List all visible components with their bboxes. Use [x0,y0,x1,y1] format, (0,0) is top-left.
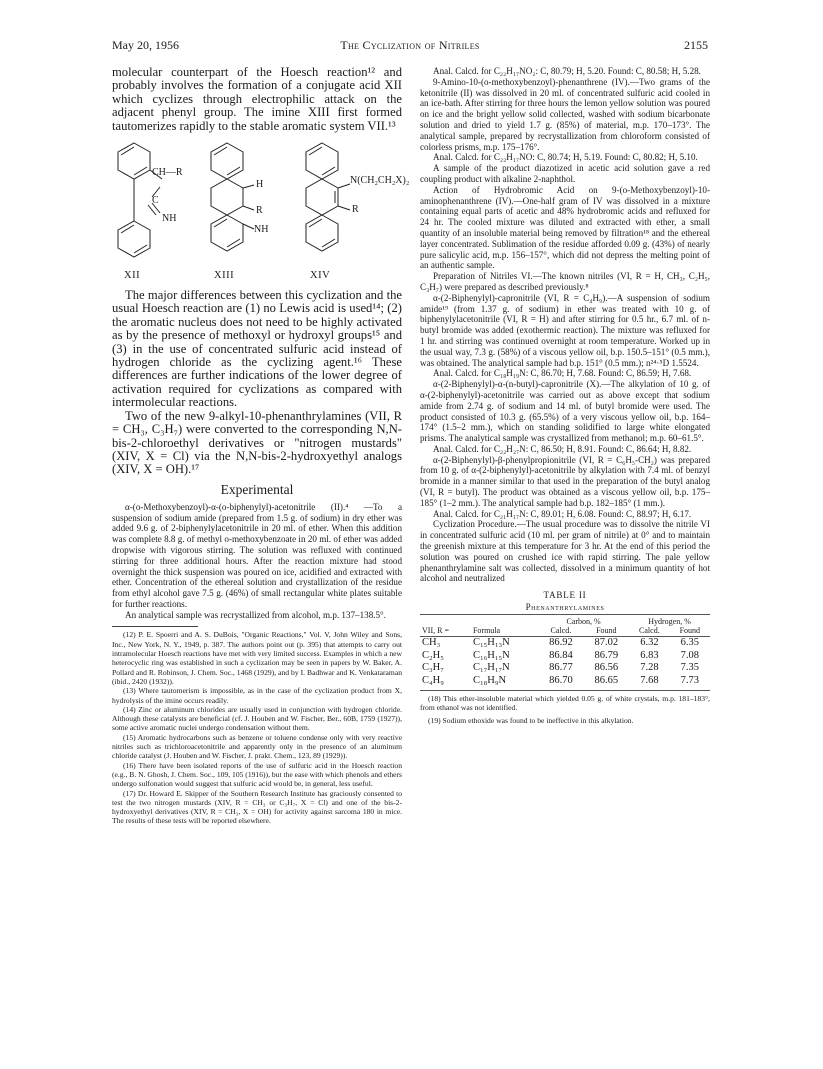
right-column [420,66,710,725]
experimental-paragraph-1: α-(o-Methoxybenzoyl)-α-(o-biphenylyl)-acetonitrile (II).⁴ —To a suspension of sodium amide (prepared from 1.5 g. of sodium) in dry ether was added 9.6 g. of 2-biphenylylacetonitrile in 20 ml. of ether. When this addition was complete 8.8 g. of methyl o-methoxybenzoate in 20 ml. of ether was added dropwise with vigorous stirring. The solution was refluxed with continued stirring for three additional hours. After the reaction mixture had stood overnight the thick suspension was poured on ice, acidified and extracted with ether. Concentration of the ethereal solution and crystallization of the residue from ethyl alcohol gave 7.5 g. (46%) of small rectangular white plates suitable for further reactions. [112,501,402,609]
xiii-h-label: H [256,179,264,191]
footnote: (12) P. E. Spoerri and A. S. DuBois, "Organic Reactions," Vol. V, John Wiley and Sons, Inc., New York, N. Y., 1949, p. 387. The authors point out (p. 395) that attempts to carry out intramolecular Hoesch reactions have met with very limited success. Examples in which a new heterocyclic ring was established in such a cyclization may be seen in papers by W. Baker, A. Pollard and R. Robinson, J. Chem. Soc., 1468 (1929), and by I. Badhwar and K. Venkataraman (ibid., 2420 (1932)). [112,630,402,686]
experimental-paragraph: α-(2-Biphenylyl)-capronitrile (VI, R = C₄H₉).—A suspension of sodium amide¹⁹ (from 1.37 g. of sodium) in ether was treated with 10 g. of biphenylylacetonitrile (VI, R = H) and after stirring for 0.5 hr., 6.7 ml. of n-butyl bromide was added (exothermic reaction). The mixture was refluxed for 1 hr. and stirring was continued overnight at room temperature. Worked up in the usual way, 7.3 g. (58%) of a viscous yellow oil, b.p. 150.5–151° (0.5 mm.), was obtained. The analytical sample had b.p. 151° (0.5 mm.); n²⁴·⁵D 1.5524. [420,292,710,368]
experimental-paragraph: Anal. Calcd. for C₂₁H₁₇N: C, 89.01; H, 6.08. Found: C, 88.97; H, 6.17. [433,508,692,519]
cell-hydrogen-calcd: 7.68 [629,675,670,690]
table-row [420,650,710,663]
cell-carbon-calcd: 86.84 [549,649,573,661]
caption-xiv: XIV [310,270,331,282]
table-caption: TABLE II [543,590,587,601]
footnote: (13) Where tautomerism is impossible, as in the case of the cyclization product from X, hydrolysis of the imine occurs readily. [112,686,402,705]
caption-xii: XII [124,270,141,282]
cell-carbon-calcd: 86.92 [549,637,573,649]
footnote-rule [112,626,198,627]
experimental-heading: Experimental [220,481,294,497]
xiii-r-label: R [256,205,263,217]
table-row [420,675,710,690]
cell-hydrogen-calcd: 7.28 [640,662,659,674]
experimental-paragraph: Anal. Calcd. for C₂₂H₁₇NO₂: C, 80.79; H, 5.20. Found: C, 80.58; H, 5.28. [433,66,701,76]
cell-hydrogen-found: 6.35 [680,637,700,649]
carbon-group-header: Carbon, % [538,615,629,627]
discussion-paragraph-2: Two of the new 9-alkyl-10-phenanthrylamines (VII, R = CH₃, C₃H₇) were converted to the corresponding N,N-bis-2-chloroethyl derivatives or "nitrogen mustards" (XIV, X = Cl) via the N,N-bis-2-hydroxyethyl analogs (XIV, X = OH).¹⁷ [112,408,402,477]
cell-formula: C₁₇H₁₇N [472,662,510,674]
experimental-paragraph: Action of Hydrobromic Acid on 9-(o-Methoxybenzoyl)-10-aminophenanthrene (IV).—One-half gram of IV was dissolved in a mixture containing equal parts of acetic and 48% hydrobromic acids and refluxed for 24 hr. The cooled mixture was diluted and extracted with ether, a small quantity of an insoluble material being removed by filtration¹⁸ and the ethereal layer concentrated. Sublimation of the residue afforded 0.09 g. (43%) of nearly pure salicylic acid, m.p. 156–157°, which did not depress the melting point of an authentic sample. [420,184,710,271]
phenanthrylamines-table [420,614,710,690]
footnote: (15) Aromatic hydrocarbons such as benzene or toluene condense only with very reactive nitriles such as trichloroacetonitrile and apparently only in the presence of an aluminum chloride catalyst (J. Houben and W. Fischer, J. prakt. Chem., 123, 89 (1929)). [112,732,402,761]
column-header-hydrogen-calcd: Calcd. [629,626,670,637]
footnote: (14) Zinc or aluminum chlorides are usually used in conjunction with hydrogen chloride. Although these catalysts are beneficial (cf. J. Houben and W. Fischer, Ber., 60B, 1759 (1927)), some active aromatic nuclei undergo condensation without them. [112,704,402,733]
header-title: The Cyclization of Nitriles [340,38,480,52]
cell-carbon-found: 86.79 [594,649,619,661]
cell-hydrogen-found: 7.73 [670,675,710,690]
experimental-paragraph: Anal. Calcd. for C₂₂H₁₇NO: C, 80.74; H, 5.19. Found: C, 80.82; H, 5.10. [433,152,698,163]
experimental-paragraph: Cyclization Procedure.—The usual procedure was to dissolve the nitrile VI in concentrated sulfuric acid (10 ml. per gram of nitrile) at 0° and to maintain the greenish mixture at this temperature for 3 hr. At the end of this period the solution was poured on crushed ice with rapid stirring. The pale yellow phenanthrylamine salt was collected, dissolved in a minimum quantity of hot alcohol and neutralized [420,519,710,584]
column-header-carbon-found: Found [584,626,629,637]
cell-hydrogen-calcd: 6.83 [640,649,659,661]
discussion-paragraph-1: The major differences between this cyclization and the usual Hoesch reaction are (1) no Lewis acid is used¹⁴; (2) the aromatic nucleus does not need to be highly activated as by the presence of methoxyl or hydroxyl groups¹⁵ and (3) in the use of concentrated sulfuric acid instead of hydrogen chloride as the cyclizing agent.¹⁶ These differences are further indications of the lower degree of activation required for cyclizations as compared with intermolecular reactions. [112,288,402,410]
xiv-r-label: R [352,204,359,216]
cell-carbon-found: 87.02 [594,637,619,649]
cell-formula: C₁₅H₁₃N [472,637,510,649]
column-header-vii: VII, R = [420,626,471,637]
cell-carbon-calcd: 86.70 [538,675,583,690]
header-page-number: 2155 [684,38,708,52]
cell-r: C₂H₅ [422,649,444,661]
experimental-paragraph: A sample of the product diazotized in acetic acid solution gave a red coupling product with alkaline 2-naphthol. [420,163,710,184]
footnote: (17) Dr. Howard E. Skipper of the Southern Research Institute has graciously consented to test the two nitrogen mustards (XIV, R = CH₃ or C₃H₇, X = Cl) and one of the bis-2-hydroxyethyl derivatives (XIV, R = CH₃, X = OH) for activity against sarcoma 180 in mice. The results of these tests will be reported elsewhere. [112,788,402,826]
experimental-paragraph: α-(2-Biphenylyl)-α-(n-butyl)-capronitrile (X).—The alkylation of 10 g. of α-(2-biphenylyl)-acetonitrile was carried out as above except that sodium amide from 2.74 g. of sodium and 14 ml. of butyl bromide were used. The product consisted of 10.3 g. (65.5%) of a very viscous yellow oil, b.p. 164–174° (1.5–2 mm.), which on standing solidified to large white elongated prisms. The analytical sample was crystallized from methanol; m.p. 60–61.5°. [420,379,710,444]
cell-hydrogen-found: 7.08 [680,649,700,661]
footnote: (19) Sodium ethoxide was found to be ineffective in this alkylation. [428,715,634,725]
cell-r: C₄H₉ [420,675,471,690]
table-row [420,637,710,650]
cell-carbon-found: 86.65 [584,675,629,690]
experimental-paragraph: Anal. Calcd. for C₁₈H₁₉N: C, 86.70; H, 7.68. Found: C, 86.59; H, 7.68. [433,368,692,379]
intro-paragraph: molecular counterpart of the Hoesch reaction¹² and probably involves the formation of a conjugate acid XII which cyclizes through electrophilic attack on the adjacent phenyl group. The imine XIII first formed tautomerizes rapidly to the stable aromatic system VII.¹³ [112,65,402,133]
cell-carbon-found: 86.56 [594,662,619,674]
xiii-nh-label: NH [254,224,269,236]
cell-formula: C₁₈H₉N [471,675,538,690]
table-row [420,662,710,675]
experimental-paragraph: Anal. Calcd. for C₂₂H₂₇N: C, 86.50; H, 8.91. Found: C, 86.64; H, 8.82. [433,443,692,454]
xii-c-label: C [152,195,159,207]
experimental-paragraph: Preparation of Nitriles VI.—The known nitriles (VI, R = H, CH₃, C₂H₅, C₃H₇) were prepared as described previously.⁸ [420,271,710,292]
cell-r: CH₃ [422,637,441,649]
left-column [112,65,410,826]
experimental-paragraph: 9-Amino-10-(o-methoxybenzoyl)-phenanthrene (IV).—Two grams of the ketonitrile (II) was dissolved in 20 ml. of concentrated sulfuric acid cooled in an ice-bath. After stirring for three hours the lemon yellow solution was poured on ice and the bright yellow solid collected, washed with sodium bicarbonate solution and dried to yield 1.7 g. (85%) of material, m.p. 170–173°. The analytical sample, prepared by recrystallization from chloroform consisted of colorless prisms, m.p. 175–176°. [420,76,710,152]
footnote: (18) This ether-insoluble material which yielded 0.05 g. of white crystals, m.p. 181–183°, from ethanol was not identified. [420,693,710,713]
column-header-formula: Formula [471,626,538,637]
cell-carbon-calcd: 86.77 [549,662,573,674]
xiv-n-label: N(CH₂CH₂X)₂ [350,175,410,187]
structure-figure [112,137,410,287]
cell-r: C₃H₇ [422,662,444,674]
hydrogen-group-header: Hydrogen, % [629,615,710,627]
header-date: May 20, 1956 [112,38,179,52]
column-header-hydrogen-found: Found [670,626,710,637]
table-subtitle: Phenanthrylamines [525,602,605,613]
experimental-paragraph-2: An analytical sample was recrystallized from alcohol, m.p. 137–138.5°. [125,609,386,620]
caption-xiii: XIII [214,270,235,282]
running-header [112,38,708,54]
cell-formula: C₁₆H₁₅N [472,649,510,661]
experimental-paragraph: α-(2-Biphenylyl)-β-phenylpropionitrile (VI, R = C₆H₅-CH₂) was prepared from 10 g. of α-(2-biphenylyl)-acetonitrile by alkylation with 7.4 ml. of benzyl bromide in a manner similar to that used in the preparation of the butyl analog (VI, R = butyl). The product was obtained as a viscous yellow oil, b.p. 175–185° (1–2 mm.). The analytical sample had b.p. 182–185° (1 mm.). [420,454,710,508]
cell-hydrogen-found: 7.35 [680,662,700,674]
footnote: (16) There have been isolated reports of the use of sulfuric acid in the Hoesch reaction (e.g., B. N. Ghosh, J. Chem. Soc., 109, 105 (1916)), but the ease with which phenols and ethers undergo sulfonation would suggest that sulfuric acid would be, in general, less useful. [112,760,402,789]
xii-ch-r-label: CH—R [152,167,183,179]
cell-hydrogen-calcd: 6.32 [640,637,659,649]
xii-nh-label: NH [162,213,177,225]
column-header-carbon-calcd: Calcd. [538,626,583,637]
